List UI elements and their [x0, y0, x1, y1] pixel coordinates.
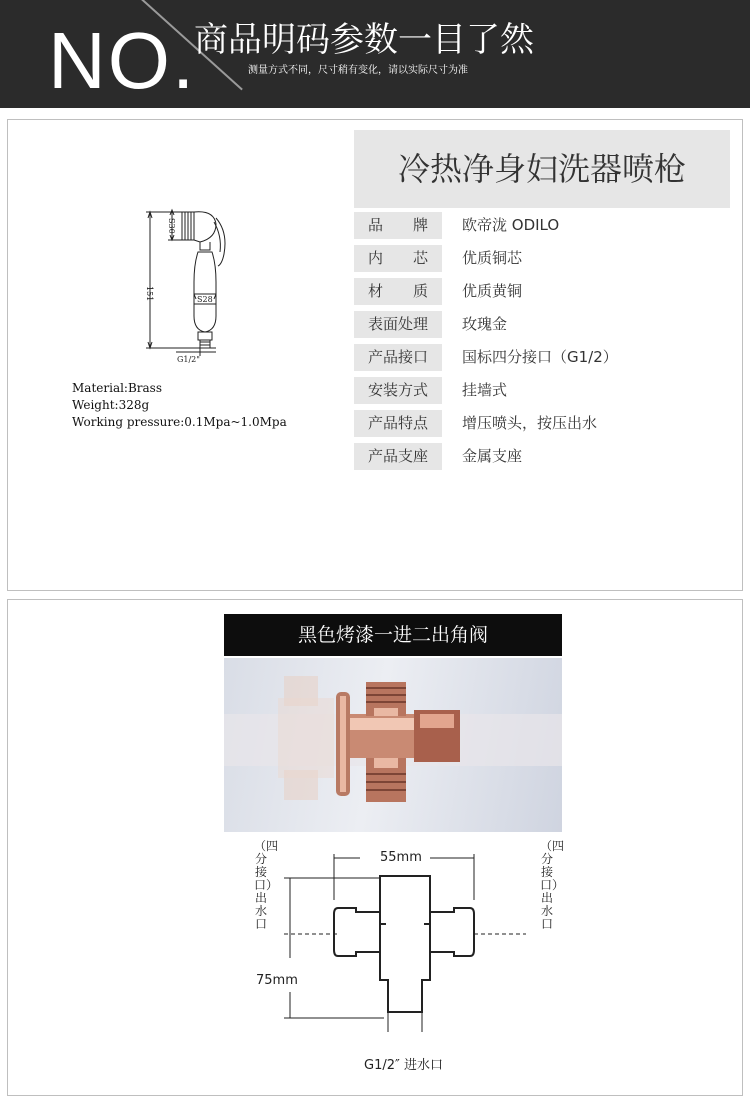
- spec-row: [354, 443, 730, 470]
- spec-table: [354, 212, 730, 476]
- spec-text-block: [72, 380, 287, 431]
- spec-row: [354, 245, 730, 272]
- spec-value: 优质铜芯: [462, 249, 523, 267]
- valve-banner: 黑色烤漆一进二出角阀: [224, 614, 562, 656]
- spec-row: [354, 278, 730, 305]
- spec-row: [354, 410, 730, 437]
- valve-dimension-drawing: [234, 840, 564, 1085]
- spec-value: 挂墙式: [462, 381, 508, 399]
- dim-handle-label: S28: [197, 295, 213, 304]
- left-outlet-label: （四分接口）出水口: [254, 839, 279, 931]
- spec-label: 产品支座: [354, 443, 442, 470]
- spec-value: 优质黄铜: [462, 282, 523, 300]
- spec-label: 品 牌: [354, 212, 442, 239]
- spec-value: 玫瑰金: [462, 315, 508, 333]
- width-dimension-label: 55mm: [380, 850, 422, 865]
- height-dimension-label: 75mm: [256, 973, 298, 988]
- spec-label: 产品特点: [354, 410, 442, 437]
- spec-row: [354, 344, 730, 371]
- spec-value: 欧帝泷 ODILO: [462, 216, 560, 234]
- spec-value: 金属支座: [462, 447, 523, 465]
- spec-panel: [7, 119, 743, 591]
- header-subtitle: 测量方式不同，尺寸稍有变化，请以实际尺寸为准: [248, 65, 468, 76]
- spec-label: 材 质: [354, 278, 442, 305]
- product-title: 冷热净身妇洗器喷枪: [354, 130, 730, 208]
- right-outlet-label: （四分接口）出水口: [540, 839, 565, 931]
- spec-label: 产品接口: [354, 344, 442, 371]
- spray-gun-dimension-drawing: [136, 206, 266, 376]
- spec-label: 表面处理: [354, 311, 442, 338]
- dim-thread-label: G1/2": [177, 355, 200, 364]
- material-text: Material:Brass: [72, 381, 162, 395]
- pressure-text: Working pressure:0.1Mpa~1.0Mpa: [72, 415, 287, 429]
- spec-row: [354, 311, 730, 338]
- spec-row: [354, 212, 730, 239]
- spec-label: 安装方式: [354, 377, 442, 404]
- valve-outline-svg: [234, 840, 564, 1085]
- header-title: 商品明码参数一目了然: [194, 20, 534, 60]
- inlet-label: G1/2″ 进水口: [364, 1058, 443, 1073]
- spec-row: [354, 377, 730, 404]
- page-header: [0, 0, 750, 108]
- valve-product-photo: [224, 658, 562, 832]
- spec-value: 国标四分接口（G1/2）: [462, 348, 618, 366]
- header-no-text: NO.: [48, 16, 197, 105]
- spec-label: 内 芯: [354, 245, 442, 272]
- dim-height-label: 151: [145, 286, 154, 302]
- angle-valve-image: [224, 658, 562, 832]
- valve-panel: [7, 599, 743, 1096]
- weight-text: Weight:328g: [72, 398, 150, 412]
- spec-value: 增压喷头，按压出水: [462, 414, 598, 432]
- dim-head-label: S30: [167, 218, 176, 234]
